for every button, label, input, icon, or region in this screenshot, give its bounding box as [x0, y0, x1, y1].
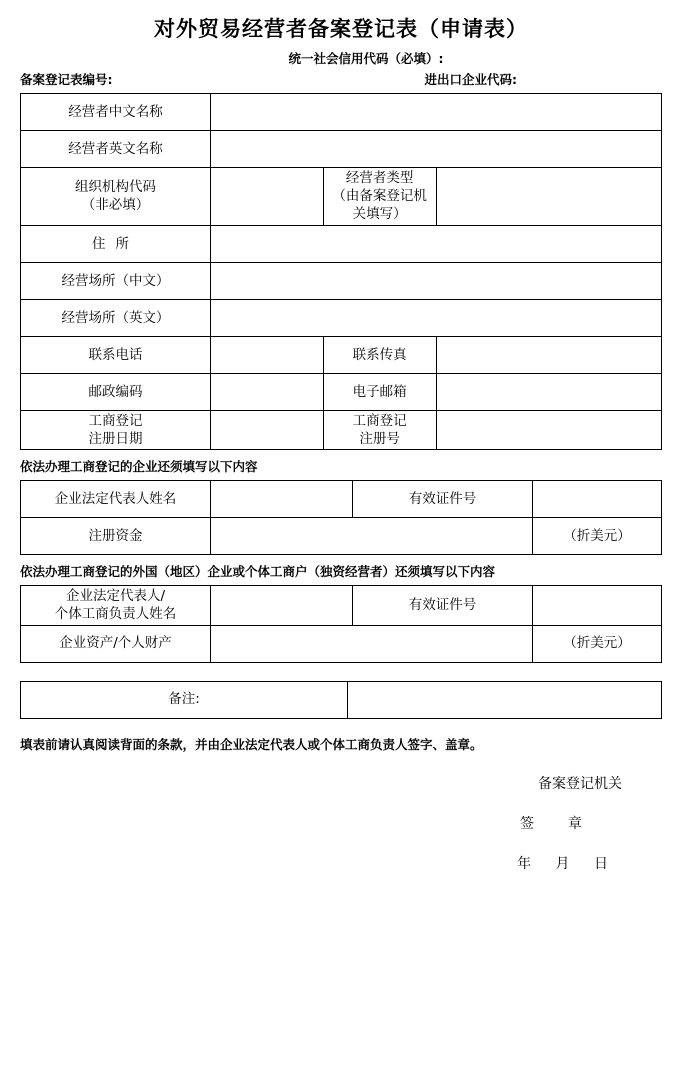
input-postcode[interactable]: [211, 373, 324, 410]
remark-cell-right[interactable]: [348, 681, 662, 718]
remark-table: [20, 681, 662, 719]
input-email[interactable]: [436, 373, 662, 410]
input-legal-rep-name[interactable]: [211, 481, 353, 518]
table-row: [21, 481, 662, 518]
label-chinese-name: 经营者中文名称: [21, 94, 211, 131]
table-row: [21, 131, 662, 168]
section-note-enterprise: 依法办理工商登记的企业还须填写以下内容: [20, 459, 258, 475]
label-operator-type: 经营者类型 （由备案登记机关填写）: [323, 168, 436, 226]
section-note-foreign: 依法办理工商登记的外国（地区）企业或个体工商户（独资经营者）还须填写以下内容: [20, 564, 496, 580]
label-registration-date: 工商登记 注册日期: [21, 410, 211, 449]
table-row: [21, 225, 662, 262]
input-foreign-id-number[interactable]: [533, 586, 662, 625]
table-row: [21, 299, 662, 336]
footer-note: 填表前请认真阅读背面的条款，并由企业法定代表人或个体工商负责人签字、盖章。: [20, 736, 483, 752]
signature-block: [20, 773, 662, 873]
label-registered-capital: 注册资金: [21, 518, 211, 555]
label-usd-equivalent-assets: （折美元）: [533, 625, 662, 662]
label-assets: 企业资产/个人财产: [21, 625, 211, 662]
main-info-table: [20, 93, 662, 450]
input-business-place-cn[interactable]: [211, 262, 662, 299]
page-title: 对外贸易经营者备案登记表（申请表）: [154, 16, 528, 41]
label-business-place-cn: 经营场所（中文）: [21, 262, 211, 299]
input-assets[interactable]: [211, 625, 533, 662]
label-foreign-legal-rep-name: 企业法定代表人/ 个体工商负责人姓名: [21, 586, 211, 625]
table-row: [21, 410, 662, 449]
label-postcode: 邮政编码: [21, 373, 211, 410]
input-english-name[interactable]: [211, 131, 662, 168]
label-usd-equivalent: （折美元）: [533, 518, 662, 555]
label-foreign-id-number: 有效证件号: [353, 586, 533, 625]
label-business-place-en: 经营场所（英文）: [21, 299, 211, 336]
input-foreign-legal-rep-name[interactable]: [211, 586, 353, 625]
label-registration-number: 工商登记 注册号: [323, 410, 436, 449]
header-codes-row: [20, 70, 662, 88]
table-row: [21, 262, 662, 299]
label-residence: 住所: [21, 225, 211, 262]
signature-authority: 备案登记机关: [538, 775, 622, 792]
label-email: 电子邮箱: [323, 373, 436, 410]
signature-date: 年 月 日: [517, 855, 610, 872]
label-org-code: 组织机构代码 （非必填）: [21, 168, 211, 226]
label-legal-rep-name: 企业法定代表人姓名: [21, 481, 211, 518]
form-number-label: 备案登记表编号:: [20, 72, 113, 87]
input-business-place-en[interactable]: [211, 299, 662, 336]
signature-seal: 签 章: [520, 815, 592, 832]
input-operator-type[interactable]: [436, 168, 662, 226]
label-id-number: 有效证件号: [353, 481, 533, 518]
table-row: [21, 586, 662, 625]
enterprise-table: [20, 480, 662, 555]
table-row: [21, 681, 662, 718]
input-org-code[interactable]: [211, 168, 324, 226]
input-phone[interactable]: [211, 336, 324, 373]
input-registration-number[interactable]: [436, 410, 662, 449]
import-export-code-label: 进出口企业代码:: [424, 72, 517, 87]
input-registration-date[interactable]: [211, 410, 324, 449]
foreign-table: [20, 585, 662, 662]
form-page: [0, 13, 682, 1091]
remark-cell[interactable]: 备注:: [21, 681, 348, 718]
table-row: [21, 336, 662, 373]
table-row: [21, 94, 662, 131]
input-fax[interactable]: [436, 336, 662, 373]
table-row: [21, 518, 662, 555]
table-row: [21, 168, 662, 226]
table-row: [21, 625, 662, 662]
input-residence[interactable]: [211, 225, 662, 262]
label-fax: 联系传真: [323, 336, 436, 373]
credit-code-label: 统一社会信用代码（必填）:: [288, 51, 444, 66]
label-english-name: 经营者英文名称: [21, 131, 211, 168]
label-phone: 联系电话: [21, 336, 211, 373]
table-row: [21, 373, 662, 410]
input-id-number[interactable]: [533, 481, 662, 518]
input-chinese-name[interactable]: [211, 94, 662, 131]
input-registered-capital[interactable]: [211, 518, 533, 555]
